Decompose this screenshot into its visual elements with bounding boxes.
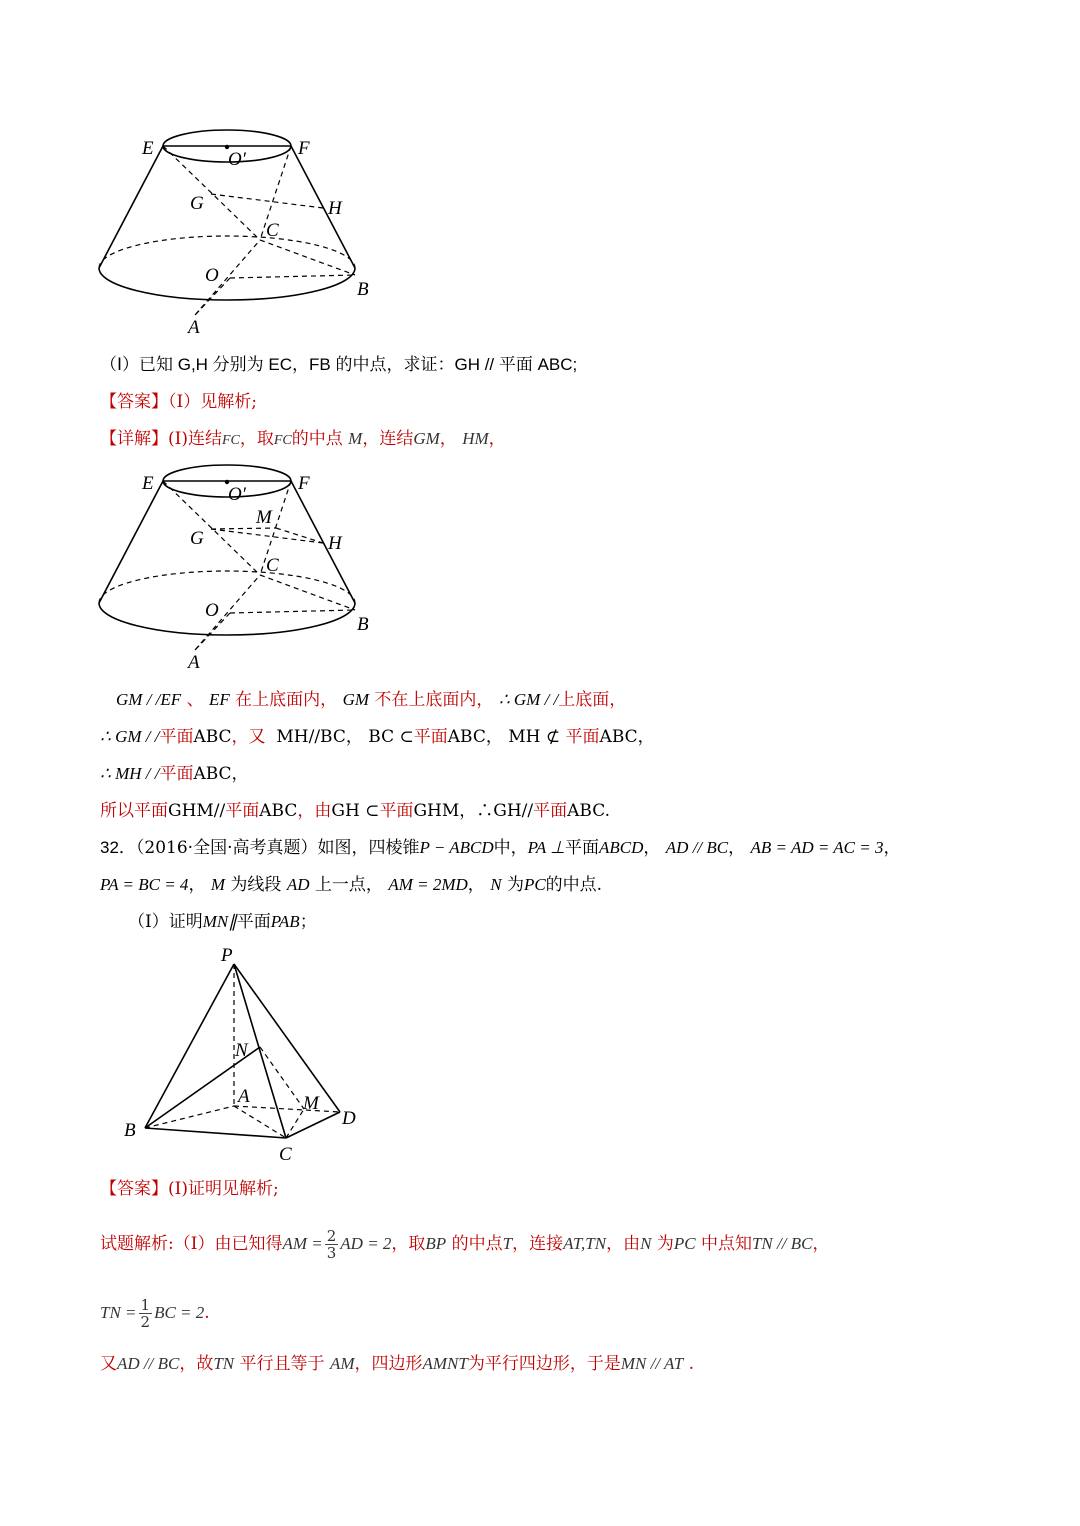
q32-line-2 [100,873,602,897]
solution-line-2 [100,1297,210,1330]
pyramid-diagram [118,940,378,1170]
text: ， [728,838,746,858]
label-g: G [190,528,204,549]
text: ， [485,727,503,747]
math: GHM [413,801,460,821]
math: PA ⊥ [527,838,565,857]
label-h: H [328,198,342,219]
bottom-circle-front [99,268,355,300]
text: ，∴ [459,801,494,821]
frustum-figure-2 [90,455,390,675]
text: ， [643,838,661,858]
math: GM / /EF [116,690,182,709]
text: ， [637,727,655,747]
detail-text: ，连结 [362,429,414,449]
label-m: M [303,1093,319,1114]
frustum-diagram-2 [90,455,390,675]
text: 平面 [379,801,414,821]
text: 平面 [413,727,448,747]
text: 平行且等于 [239,1354,325,1374]
text: . [604,801,611,821]
label-p: P [221,945,233,966]
text: ，连接 [512,1234,564,1254]
math: AD // BC [665,838,729,857]
text: 为 [656,1234,674,1254]
edge-pb [145,964,234,1128]
math-fc: FC [273,433,292,448]
math: PA = BC = 4 [100,875,189,894]
label-e: E [142,473,154,494]
question-source: （2016·全国·高考真题） [135,838,318,858]
question-part-1 [100,353,577,377]
math: TN // BC [751,1234,813,1253]
math: MH ⊄ [508,727,561,747]
edge-ba [145,1106,234,1128]
math: AM = [282,1234,323,1253]
edge-ad [234,1106,340,1112]
math: ABCD [598,838,644,857]
math: ABC [599,727,638,747]
math: N [640,1234,652,1253]
math: N [490,875,502,894]
detail-text: ， [488,429,506,449]
text: ，又 [231,727,266,747]
detail-text: ，取 [239,429,274,449]
text: ； [299,912,317,932]
segment-gm [211,528,276,529]
detail-tag: 【详解】 [100,429,168,449]
numerator: 2 [326,1227,337,1245]
text: 在上底面内， [235,690,338,710]
proof-line-3 [100,762,249,786]
math: AM [329,1354,355,1373]
label-b: B [357,614,369,635]
edge-bc [145,1128,286,1138]
proof-line-2 [100,725,655,749]
math: PC [673,1234,696,1253]
text: 平面 [533,801,568,821]
math: AM = 2MD [388,875,468,894]
label-c: C [279,1144,292,1165]
answer-tag: 【答案】 [100,1179,168,1199]
segment-gh [211,529,323,543]
math: ABC [259,801,298,821]
math: AMNT [422,1354,468,1373]
pyramid-figure [118,940,378,1170]
math: AB = AD = AC = 3 [750,838,884,857]
label-m: M [256,507,272,528]
math: TN [213,1354,235,1373]
math: MN // AT [620,1354,684,1373]
label-a: A [188,317,200,338]
frustum-diagram-1 [90,120,390,340]
text: 试题解析:（Ⅰ）由已知得 [100,1234,283,1254]
text: 平面 [564,838,599,858]
math: GH ⊂ [331,801,380,821]
label-f: F [298,473,310,494]
math: MH//BC [276,727,346,747]
text: ， [188,875,206,895]
bottom-circle-front [99,603,355,635]
segment-cb [260,575,355,610]
q32-answer-line [100,1177,279,1201]
text: ，取 [391,1234,426,1254]
q32-line-1 [100,836,901,860]
math: GH// [493,801,534,821]
text: 不在上底面内， [374,690,494,710]
solution-line-3 [100,1352,694,1376]
text: 平面 [236,912,271,932]
math: PAB [270,912,300,931]
generatrix-right [291,146,355,268]
math: AD // BC [117,1354,180,1373]
text: 中， [493,838,528,858]
text: 为线段 [230,875,282,895]
fraction-one-half [139,1297,153,1330]
bottom-circle-back [99,236,355,268]
math-gm: GM [413,429,440,448]
label-a: A [188,652,200,673]
math: P − ABCD [419,838,494,857]
fraction-two-thirds [325,1228,339,1261]
detail-line [100,427,506,453]
text: 为 [506,875,524,895]
edge-cd [286,1112,340,1138]
question-part-1-text: （Ⅰ）已知 G,H 分别为 EC，FB 的中点，求证：GH // 平面 ABC; [100,355,578,374]
text: 平面 [159,727,194,747]
edge-pd [234,964,340,1112]
q32-part-1 [128,910,317,934]
math: ∴ MH / / [100,764,160,783]
segment-ob [230,610,355,613]
math-fc: FC [221,433,240,448]
label-b: B [124,1120,136,1141]
generatrix-right [291,481,355,603]
math: AD = 2 [340,1234,392,1253]
text: ，故 [179,1354,214,1374]
text: 上底面， [558,690,627,710]
label-a: A [238,1086,250,1107]
label-e: E [142,138,154,159]
solution-line-1 [100,1228,829,1261]
text: 平面 [159,764,194,784]
math: BC ⊂ [368,727,414,747]
answer-text: （Ⅰ）见解析; [168,392,257,412]
label-f: F [298,138,310,159]
detail-text: 的中点 [291,429,343,449]
frustum-figure-1 [90,120,390,340]
label-g: G [190,193,204,214]
text: 平面 [565,727,600,747]
text: ，由 [297,801,332,821]
segment-nm [260,1047,304,1109]
answer-line [100,390,257,414]
label-c: C [266,555,279,576]
text: ， [231,764,249,784]
math: ABC [567,801,605,821]
text: 又 [100,1354,117,1374]
label-o: O [205,265,219,286]
segment-gh [211,194,323,208]
math: M [210,875,226,894]
label-o1: O′ [228,484,246,505]
math: AT,TN [563,1234,607,1253]
bottom-circle-back [99,571,355,603]
math: GM [342,690,370,709]
math: PC [523,875,546,894]
generatrix-left [99,146,163,268]
label-o1: O′ [228,149,246,170]
text: 所以平面 [100,801,168,821]
text: ，由 [606,1234,641,1254]
text: 平面 [225,801,260,821]
segment-cb [260,240,355,275]
math: ABC [193,764,232,784]
text: ， [467,875,485,895]
math: TN = [100,1303,137,1322]
numerator: 1 [140,1296,151,1314]
segment-ob [230,275,355,278]
proof-line-1 [116,688,626,712]
math: MN∥ [202,912,237,931]
generatrix-left [99,481,163,603]
proof-line-4 [100,799,610,823]
detail-text: ， [439,429,457,449]
math: ∴ GM / / [498,690,559,709]
text: 、 [186,690,204,710]
text: 中点知 [700,1234,752,1254]
detail-text: (Ⅰ)连结 [168,429,222,449]
text: 上一点， [314,875,383,895]
denominator: 2 [140,1313,151,1331]
text: 如图，四棱锥 [317,838,420,858]
text: . [688,1354,695,1374]
denominator: 3 [326,1244,337,1262]
math-hm: HM [462,429,489,448]
math: T [502,1234,513,1253]
math: ∴ GM / / [100,727,160,746]
math-m: M [348,429,363,448]
label-n: N [235,1040,248,1061]
label-o: O [205,600,219,621]
question-number: 32． [100,838,136,857]
answer-text: (Ⅰ)证明见解析; [168,1179,279,1199]
text: 为平行四边形，于是 [467,1354,621,1374]
label-d: D [342,1108,356,1129]
text: 的中点 [451,1234,503,1254]
text: ， [883,838,901,858]
math: BC = 2 [154,1303,205,1322]
math: EF [208,690,230,709]
text: 的中点. [545,875,603,895]
text: ， [345,727,363,747]
text: ，四边形 [354,1354,423,1374]
math: AD [286,875,310,894]
math: ABC [447,727,486,747]
math: BP [425,1234,447,1253]
text: （Ⅰ）证明 [128,912,203,932]
label-c: C [266,220,279,241]
answer-tag: 【答案】 [100,392,168,412]
label-b: B [357,279,369,300]
text: ， [812,1234,830,1254]
math: ABC [193,727,232,747]
label-h: H [328,533,342,554]
math: GHM// [168,801,226,821]
text: . [204,1303,210,1323]
